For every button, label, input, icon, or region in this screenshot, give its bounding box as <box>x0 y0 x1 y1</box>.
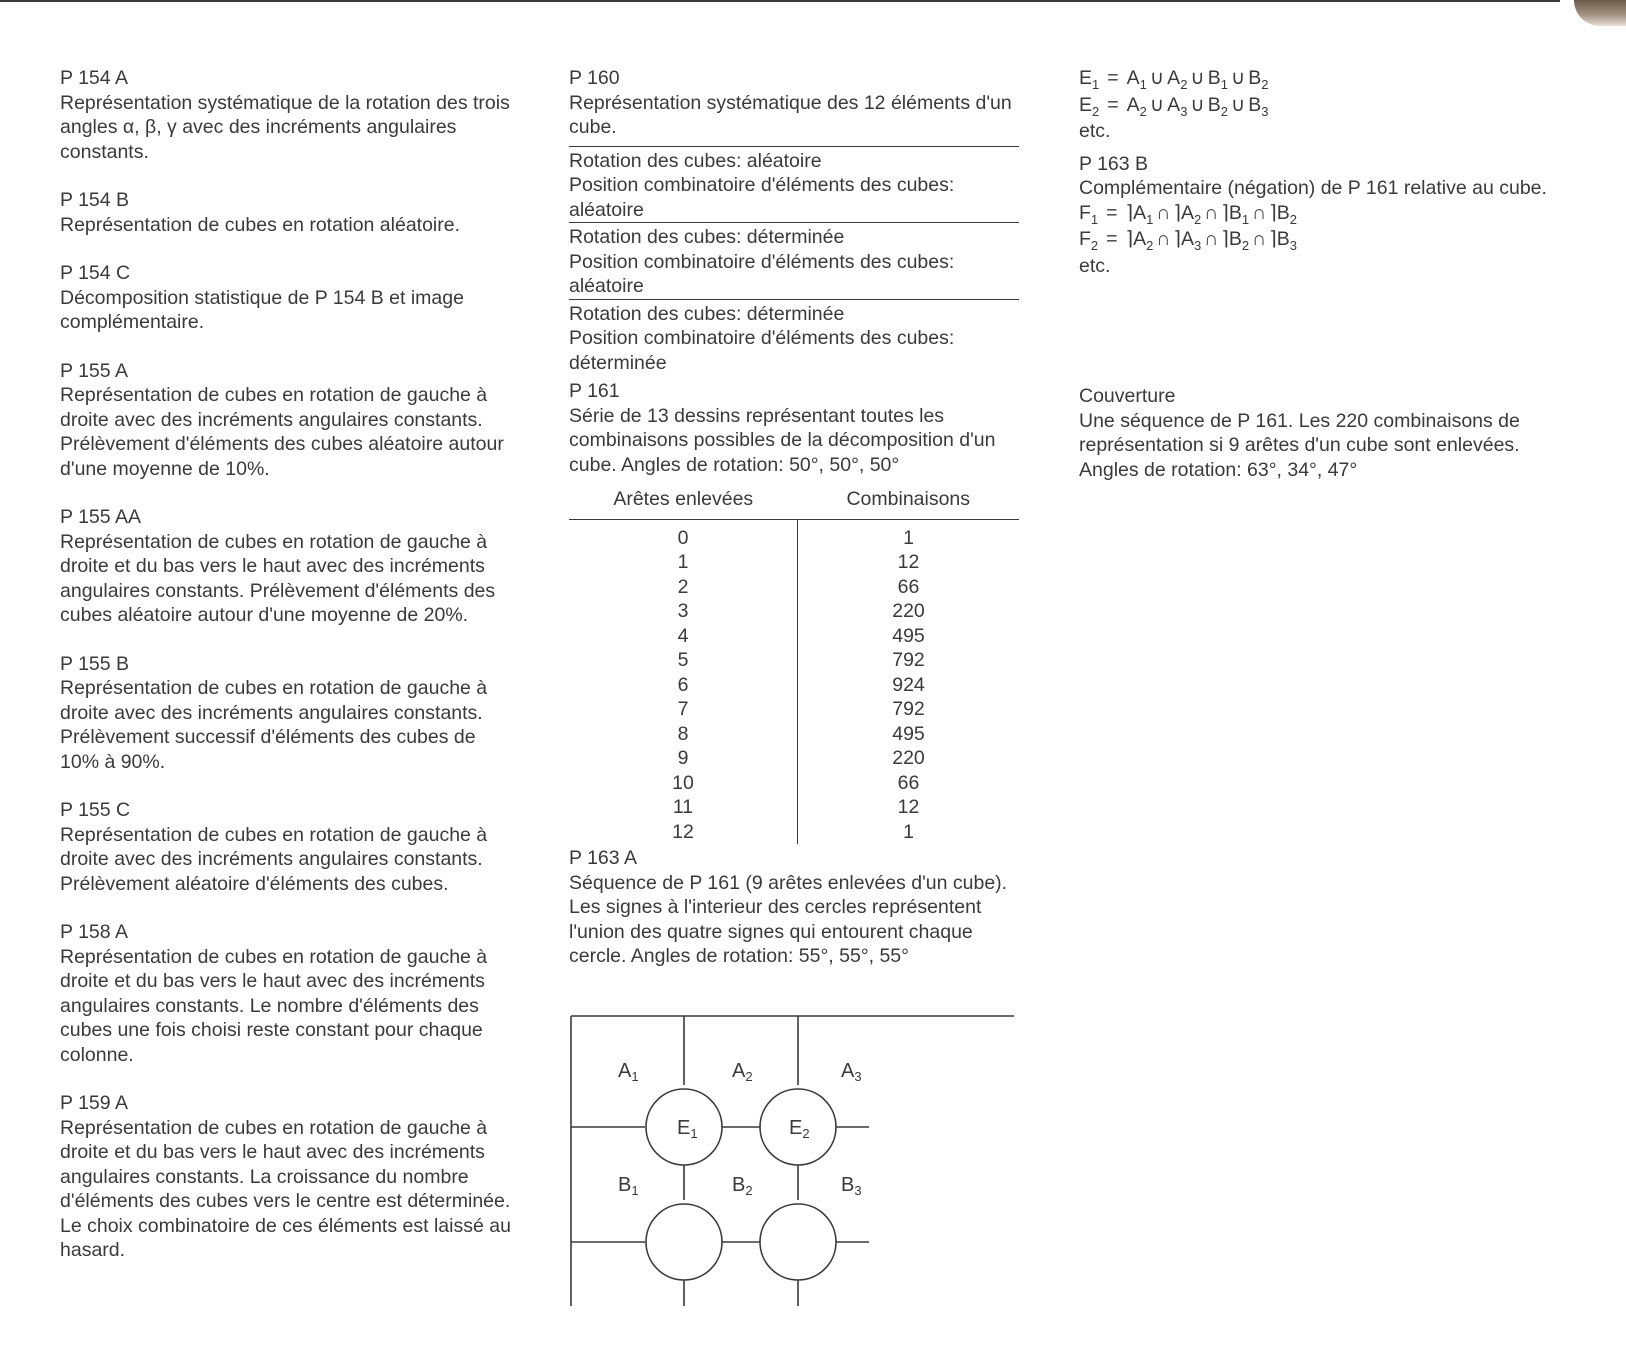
rotation-block-3 <box>569 299 1019 376</box>
edges-removed-cell: 2 <box>569 575 798 600</box>
edges-removed-cell: 6 <box>569 673 798 698</box>
negation-formulas <box>1079 201 1559 254</box>
table-row <box>569 697 1019 722</box>
block-line: Rotation des cubes: déterminée <box>569 226 845 248</box>
entry-desc: Représentation de cubes en rotation de gauche à droite avec des incréments angulaires constants. Prélèvement aléatoire d'éléments des cubes. <box>60 823 488 895</box>
entry-desc: Décomposition statistique de P 154 B et image complémentaire. <box>60 286 464 333</box>
entry-code: P 154 A <box>60 67 128 89</box>
column-middle <box>569 66 1019 975</box>
combinations-cell: 792 <box>892 649 925 671</box>
formula-operator: ∩ <box>1204 228 1219 250</box>
formula-operator: ∩ <box>1252 201 1267 224</box>
entry-code: P 155 A <box>60 359 128 382</box>
entry-code: Couverture <box>1079 385 1176 407</box>
negation-symbol: ⌉ <box>1173 228 1182 250</box>
edges-removed-cell: 12 <box>569 820 798 845</box>
formula-term: B <box>1228 228 1242 250</box>
block-line: Position combinatoire d'éléments des cubes: <box>569 327 955 349</box>
formula-subscript: 3 <box>1180 103 1188 119</box>
formula-subscript: 2 <box>1220 103 1228 119</box>
entry-p158a <box>60 920 520 1067</box>
entry-desc: Une séquence de P 161. Les 220 combinaisons de représentation si 9 arêtes d'un cube sont enlevées. Angles de rotation: 63°, 34°, 47° <box>1079 409 1520 481</box>
formula-term: A <box>1133 228 1147 250</box>
edges-removed-cell: 1 <box>569 550 798 575</box>
entry-desc: Représentation de cubes en rotation de gauche à droite et du bas vers le haut avec des incréments angulaires constants. Prélèvement d'éléments des cubes aléatoire autour d'une moyenne de 20%. <box>60 530 496 626</box>
formula-term: A <box>1126 93 1140 116</box>
label-e2: $E_2$ <box>789 1117 810 1141</box>
combinations-cell: 1 <box>903 820 914 843</box>
header-combinations: Combinaisons <box>846 488 971 510</box>
combinations-cell: 792 <box>892 698 925 720</box>
circle-empty <box>760 1204 836 1280</box>
formula-equals: = <box>1106 228 1118 250</box>
combinations-cell: 12 <box>897 796 920 818</box>
edges-removed-cell: 9 <box>569 746 798 771</box>
formula-operator: ∩ <box>1156 228 1171 250</box>
formula-term: A <box>1167 93 1181 116</box>
entry-desc: Représentation de cubes en rotation de gauche à droite avec des incréments angulaires constants. Prélèvement successif d'éléments des cubes de 10% à 90%. <box>60 677 488 773</box>
entry-desc: Complémentaire (négation) de P 161 relative au cube. <box>1079 177 1547 199</box>
label-e1: $E_1$ <box>677 1117 698 1141</box>
etc-text: etc. <box>1079 120 1111 142</box>
formula-subscript: 2 <box>1092 103 1100 119</box>
label-b2: $B_2$ <box>732 1174 753 1198</box>
block-line: aléatoire <box>569 198 644 221</box>
block-line: aléatoire <box>569 275 644 297</box>
entry-desc: Série de 13 dessins représentant toutes les combinaisons possibles de la décomposition d'un cube. Angles de rotation: 50°, 50°, 50° <box>569 404 996 476</box>
entry-desc: Séquence de P 161 (9 arêtes enlevées d'un cube). Les signes à l'interieur des cercles représentent l'union des quatre signes qui entourent chaque cercle. Angles de rotation: 55°, 55°, 55° <box>569 871 1008 967</box>
entry-p163b <box>1079 152 1559 201</box>
etc-text: etc. <box>1079 254 1111 277</box>
entry-desc: Représentation systématique des 12 éléments d'un cube. <box>569 91 1012 138</box>
formula-lhs: F <box>1079 228 1091 250</box>
table-row <box>569 599 1019 624</box>
table-row <box>569 820 1019 845</box>
formula-subscript: 2 <box>1241 238 1250 253</box>
entry-p155a <box>60 359 520 482</box>
formula-line <box>1079 201 1559 228</box>
entry-code: P 155 C <box>60 799 131 821</box>
table-row <box>569 673 1019 698</box>
formula-operator: ∪ <box>1190 93 1205 116</box>
table-row <box>569 771 1019 796</box>
formula-subscript: 2 <box>1194 211 1202 227</box>
entry-p155c <box>60 798 520 896</box>
rotation-block-2 <box>569 222 1019 299</box>
negation-symbol: ⌉ <box>1173 201 1182 224</box>
label-b3: $B_3$ <box>841 1174 862 1198</box>
table-body <box>569 519 1019 844</box>
circle-empty <box>646 1204 722 1280</box>
formula-term: A <box>1126 67 1140 89</box>
formula-operator: ∪ <box>1190 67 1205 89</box>
combinations-cell: 495 <box>892 624 925 647</box>
block-line: déterminée <box>569 351 667 374</box>
entry-desc: Représentation de cubes en rotation de gauche à droite et du bas vers le haut avec des incréments angulaires constants. La croissance du nombre d'éléments des cubes vers le centre est déterminée. Le choix combinatoire de ces éléments est laissé au hasard. <box>60 1116 511 1261</box>
entry-p154c <box>60 261 520 335</box>
label-b1: $B_1$ <box>618 1174 639 1198</box>
formula-operator: ∪ <box>1230 67 1246 89</box>
entry-code: P 163 B <box>1079 152 1149 175</box>
combinations-cell: 1 <box>903 526 914 549</box>
entry-code: P 163 A <box>569 847 637 869</box>
combinations-table <box>569 487 1019 844</box>
edges-removed-cell: 7 <box>569 697 798 722</box>
formula-subscript: 1 <box>1241 211 1250 227</box>
negation-symbol: ⌉ <box>1269 228 1277 250</box>
formula-term: B <box>1207 67 1221 89</box>
column-right <box>1079 66 1559 506</box>
entry-p159a <box>60 1091 520 1263</box>
table-row <box>569 746 1019 771</box>
formula-subscript: 1 <box>1092 77 1100 92</box>
label-a3: $A_3$ <box>841 1060 862 1084</box>
table-row <box>569 795 1019 820</box>
edges-removed-cell: 10 <box>569 771 798 796</box>
formula-subscript: 3 <box>1289 238 1298 253</box>
negation-symbol: ⌉ <box>1221 228 1229 250</box>
combinations-cell: 924 <box>892 673 925 696</box>
formula-lhs: E <box>1079 93 1093 116</box>
entry-code: P 158 A <box>60 921 128 943</box>
formula-term: A <box>1181 228 1195 250</box>
formula-subscript: 2 <box>1090 238 1099 253</box>
entry-code: P 154 B <box>60 189 130 211</box>
formula-line <box>1079 66 1559 93</box>
entry-code: P 154 C <box>60 262 131 284</box>
formula-equals: = <box>1107 67 1119 89</box>
formula-subscript: 1 <box>1220 77 1228 92</box>
entry-desc: Représentation de cubes en rotation de gauche à droite avec des incréments angulaires constants. Prélèvement d'éléments des cubes aléatoire autour d'une moyenne de 10%. <box>60 384 504 480</box>
formula-subscript: 1 <box>1090 211 1099 227</box>
table-header-row <box>569 487 1019 519</box>
block-line: Rotation des cubes: déterminée <box>569 302 845 325</box>
formula-subscript: 2 <box>1139 103 1147 119</box>
block-line: Position combinatoire d'éléments des cubes: <box>569 174 955 196</box>
formula-term: A <box>1167 67 1181 89</box>
edges-removed-cell: 11 <box>569 795 798 820</box>
formula-term: B <box>1276 201 1290 224</box>
top-rule <box>0 0 1560 2</box>
union-formulas <box>1079 66 1559 119</box>
combinations-cell: 66 <box>897 575 920 598</box>
entry-p163a <box>569 846 1019 969</box>
formula-equals: = <box>1107 93 1119 116</box>
combinations-cell: 66 <box>897 771 920 794</box>
header-edges-removed: Arêtes enlevées <box>613 488 754 510</box>
formula-equals: = <box>1106 201 1118 224</box>
formula-term: B <box>1207 93 1221 116</box>
negation-symbol: ⌉ <box>1221 201 1229 224</box>
edges-removed-cell: 5 <box>569 648 798 673</box>
formula-term: B <box>1248 67 1262 89</box>
entry-desc: Représentation de cubes en rotation de gauche à droite et du bas vers le haut avec des incréments angulaires constants. Le nombre d'éléments des cubes une fois choisi reste constant pour chaque colonne. <box>60 945 488 1066</box>
label-a1: $A_1$ <box>618 1060 639 1084</box>
edges-removed-cell: 4 <box>569 624 798 649</box>
table-row <box>569 575 1019 600</box>
label-a2: $A_2$ <box>732 1060 753 1084</box>
entry-code: P 161 <box>569 380 620 402</box>
entry-code: P 155 AA <box>60 506 141 528</box>
negation-symbol: ⌉ <box>1269 201 1277 224</box>
combinations-cell: 495 <box>892 722 925 745</box>
entry-p154b <box>60 188 520 237</box>
table-row <box>569 722 1019 747</box>
table-row <box>569 550 1019 575</box>
formula-subscript: 3 <box>1261 103 1269 119</box>
entry-p154a <box>60 66 520 164</box>
union-diagram <box>569 1010 1019 1310</box>
table-row <box>569 519 1019 550</box>
formula-subscript: 2 <box>1146 238 1154 253</box>
formula-term: B <box>1228 201 1242 224</box>
edges-removed-cell: 3 <box>569 599 798 624</box>
negation-symbol: ⌉ <box>1125 228 1134 250</box>
formula-term: A <box>1181 201 1195 224</box>
formula-subscript: 3 <box>1194 238 1202 253</box>
formula-subscript: 1 <box>1139 77 1147 92</box>
entry-code: P 155 B <box>60 652 130 675</box>
entry-code: P 159 A <box>60 1092 128 1114</box>
entry-desc: Représentation de cubes en rotation aléatoire. <box>60 213 461 236</box>
block-line: Position combinatoire d'éléments des cubes: <box>569 250 955 273</box>
entry-p160 <box>569 66 1019 140</box>
formula-subscript: 2 <box>1289 211 1298 227</box>
formula-lhs: F <box>1079 201 1091 224</box>
column-left <box>60 66 520 1287</box>
spacer <box>1079 278 1559 384</box>
formula-subscript: 2 <box>1261 77 1269 92</box>
formula-lhs: E <box>1079 67 1093 89</box>
rotation-block-1 <box>569 146 1019 223</box>
formula-operator: ∪ <box>1149 93 1165 116</box>
edges-removed-cell: 0 <box>569 519 798 550</box>
negation-symbol: ⌉ <box>1125 201 1134 224</box>
entry-p161 <box>569 379 1019 477</box>
page-corner <box>1574 0 1626 26</box>
entry-p155b <box>60 652 520 775</box>
formula-term: A <box>1133 201 1147 224</box>
formula-subscript: 1 <box>1146 211 1154 227</box>
block-line: Rotation des cubes: aléatoire <box>569 149 822 172</box>
formula-operator: ∩ <box>1204 201 1219 224</box>
combinations-cell: 220 <box>892 600 925 622</box>
entry-cover <box>1079 384 1559 482</box>
formula-operator: ∪ <box>1149 67 1165 89</box>
formula-line <box>1079 93 1559 120</box>
formula-operator: ∩ <box>1252 228 1267 250</box>
formula-operator: ∪ <box>1230 93 1246 116</box>
table-row <box>569 648 1019 673</box>
edges-removed-cell: 8 <box>569 722 798 747</box>
entry-p155aa <box>60 505 520 628</box>
formula-term: B <box>1248 93 1262 116</box>
entry-code: P 160 <box>569 67 620 89</box>
table-row <box>569 624 1019 649</box>
formula-line <box>1079 227 1559 254</box>
entry-desc: Représentation systématique de la rotation des trois angles α, β, γ avec des incréments angulaires constants. <box>60 91 510 163</box>
combinations-cell: 220 <box>892 747 925 769</box>
formula-operator: ∩ <box>1156 201 1171 224</box>
formula-subscript: 2 <box>1180 77 1188 92</box>
combinations-cell: 12 <box>897 551 920 573</box>
formula-term: B <box>1276 228 1290 250</box>
